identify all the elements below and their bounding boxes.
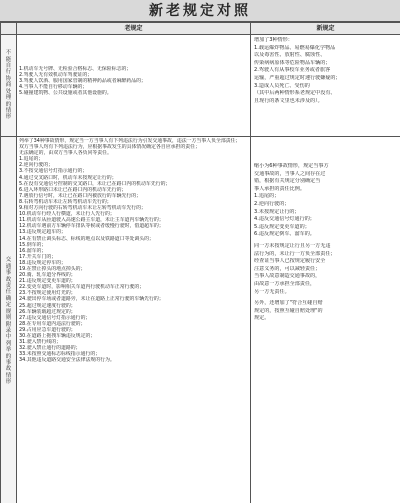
text-line: 1.追尾的；	[254, 193, 280, 200]
comparison-table	[0, 22, 400, 503]
text-line: 且现行的条文里也未涉及的）。	[254, 97, 323, 104]
text-line: 传染病病原体等危险物品车辆的；	[254, 59, 331, 66]
text-line: 28.在专用车道内违法行驶的；	[19, 320, 86, 327]
text-line: 14.在有禁止调头标志、标线的地点以及铁路道口等处调头的；	[19, 235, 154, 242]
text-line: 2.逆向行驶的；	[254, 200, 290, 207]
text-line: 16.溜车的；	[19, 247, 47, 254]
text-line: 错，根据有关规定分别确定当	[254, 178, 321, 185]
text-line: 以及毒害性、放射性、腐蚀性、	[254, 52, 326, 59]
text-line: 13.违反规定超车的；	[19, 229, 66, 236]
text-line: 22.变更车道时，影响相关车道内行驶机动车正常行驶的；	[19, 284, 145, 291]
text-line: 4.违反交通信号灯通行的；	[254, 216, 315, 223]
header-row	[1, 23, 400, 35]
text-line: 另外，还增加了"符合互碰自赔	[254, 300, 323, 307]
old-column-header: 老规定	[17, 23, 251, 35]
text-line: 6.进入环形路口未让已在路口内的机动车先行的；	[19, 186, 127, 193]
text-line: （其中后两种情形系老规定中没有、	[254, 90, 336, 97]
text-line: 29.占用应急车道行驶的；	[19, 326, 76, 333]
text-line: 4.当事人不能自行移动车辆的；	[19, 84, 88, 91]
text-line: 19.在禁止掉头的地点掉头的；	[19, 265, 86, 272]
table-row	[1, 35, 400, 137]
text-line: 2.驾驶人有从事校车业务或者旅客	[254, 67, 331, 74]
old-rule-cell	[17, 35, 251, 137]
text-line: 6.违反规定倒车、溜车的。	[254, 231, 315, 238]
text-line: 事人承担的责任比例。	[254, 185, 305, 192]
page-title: 新老规定对照	[0, 0, 400, 22]
text-line: 经查证当事人已按规定履行安全	[254, 258, 326, 265]
text-line: 9.相对方向行驶的右转弯机动车未让左转弯机动车先行的；	[19, 205, 146, 212]
text-line: 33.未按照交通标志标线指示通行的；	[19, 351, 101, 358]
new-rule-cell	[251, 137, 400, 503]
text-line: 3.不按交通信号灯指示通行的；	[19, 168, 88, 175]
text-line: 3.造成人员死亡、受伤的	[254, 82, 310, 89]
text-line: 无法确定的，由双方当事人各负同等责任。	[19, 150, 112, 157]
text-line: 列举了34种事故情形，规定当一方当事人有下列违法行为引发交通事故，违法一方当事人负全部责任；	[19, 138, 241, 144]
text-line: 缩小为6种事故情形，规定当事方	[254, 163, 329, 169]
text-line: 27.违反交通信号灯指示通行的；	[19, 314, 91, 321]
text-line: 双方当事人均有下列违法行为，应根据事故发生的具体情况确定各自应承担的责任；	[19, 144, 200, 151]
text-line: 23.不按规定使用灯光的；	[19, 290, 76, 297]
text-line: 规定。	[254, 315, 270, 322]
text-line: 由故意一方承担全部责任，	[254, 280, 316, 287]
text-line: 10.机动车行经人行横道，未让行人先行的；	[19, 211, 115, 218]
text-line: 11.机动车从匝道驶入高速公路主车道，未让主车道内车辆先行的；	[19, 217, 164, 224]
category-label: 不能自行协商处理的情形	[5, 50, 12, 121]
text-line: 15.倒车的；	[19, 241, 47, 248]
text-line: 规定的，按照互碰自赔处理"的	[254, 307, 323, 314]
text-line: 另一方无责任。	[254, 288, 290, 295]
table-row	[1, 137, 400, 503]
text-line: 法行为的，未让行一方负全部责任；	[254, 250, 336, 257]
old-rule-cell	[17, 137, 251, 503]
text-line: 25.超过规定速度行驶的；	[19, 302, 76, 309]
text-line: 5.违反规定变更车道的；	[254, 223, 310, 230]
text-line: 2.逆向行驶的；	[19, 162, 54, 169]
text-line: 注意义务的，可以减轻责任；	[254, 265, 321, 272]
text-line: 24.驶出停车场或者道路旁，未让在道路上正常行驶的车辆先行的；	[19, 296, 164, 303]
text-line: 18.违反规定停车的；	[19, 259, 66, 266]
text-line: 4.通过交叉路口时，机动车未按规定让行的；	[19, 174, 117, 181]
text-line: 21.违反规定变更车道的；	[19, 278, 76, 285]
text-line: 32.驶入禁止通行的道路的；	[19, 345, 81, 352]
text-line: 当事人故意制造交通事故的，	[254, 273, 321, 280]
text-line: 3.驾驶人饮酒、服用国家管制的精神药品或者麻醉药品的；	[19, 78, 146, 85]
category-cell	[1, 35, 17, 137]
text-line: 26.车辆装载超过规定的；	[19, 308, 76, 315]
text-line: 17.开关车门的；	[19, 253, 57, 260]
text-line: 8.右转弯机动车未让左转弯机动车先行的；	[19, 198, 112, 205]
text-line: 同一方未按规定让行且另一方无违	[254, 242, 331, 249]
new-column-header: 新规定	[251, 23, 400, 35]
text-line: 增加了3种情形：	[254, 37, 293, 43]
category-cell	[1, 137, 17, 503]
corner-cell	[1, 23, 17, 35]
text-line: 运输，严重超过规定时速行驶嫌疑的；	[254, 74, 341, 81]
text-line: 31.驶入禁行线的；	[19, 339, 62, 346]
text-line: 5.在没有交通信号控制的交叉路口，未让已在路口内的机动车先行的；	[19, 180, 171, 187]
text-line: 12.机动车遇前方车辆停车排队等候或者缓慢行驶时，借道超车的；	[19, 223, 164, 230]
text-line: 30.在道路上拖拽车辆违反规定的；	[19, 333, 96, 339]
category-label: 交通事故责任确定规则附录中列举的事故情形	[5, 257, 12, 386]
text-line: 7.遇放行信号时，未让已在路口内被放行的车辆先行的；	[19, 192, 142, 199]
text-line: 5.碰撞建筑物、公共设施或者其他设施的。	[19, 90, 112, 97]
text-line: 2.驾驶人无有效机动车驾驶证的；	[19, 72, 93, 79]
text-line: 交通事故的，当事人之间存在过	[254, 170, 326, 177]
new-rule-cell	[251, 35, 400, 137]
text-line: 20.骑、轧车道分界线的；	[19, 272, 76, 279]
text-line: 1.载运爆炸物品、易燃易爆化学物品	[254, 44, 336, 51]
text-line: 1.追尾的；	[19, 156, 44, 163]
text-line: 3.未按规定让行的；	[254, 208, 300, 215]
text-line: 34.其他违反道路交通安全法律法规的行为。	[19, 357, 115, 364]
text-line: 1.机动车无号牌、无检验合格标志、无保险标志的；	[19, 66, 132, 72]
